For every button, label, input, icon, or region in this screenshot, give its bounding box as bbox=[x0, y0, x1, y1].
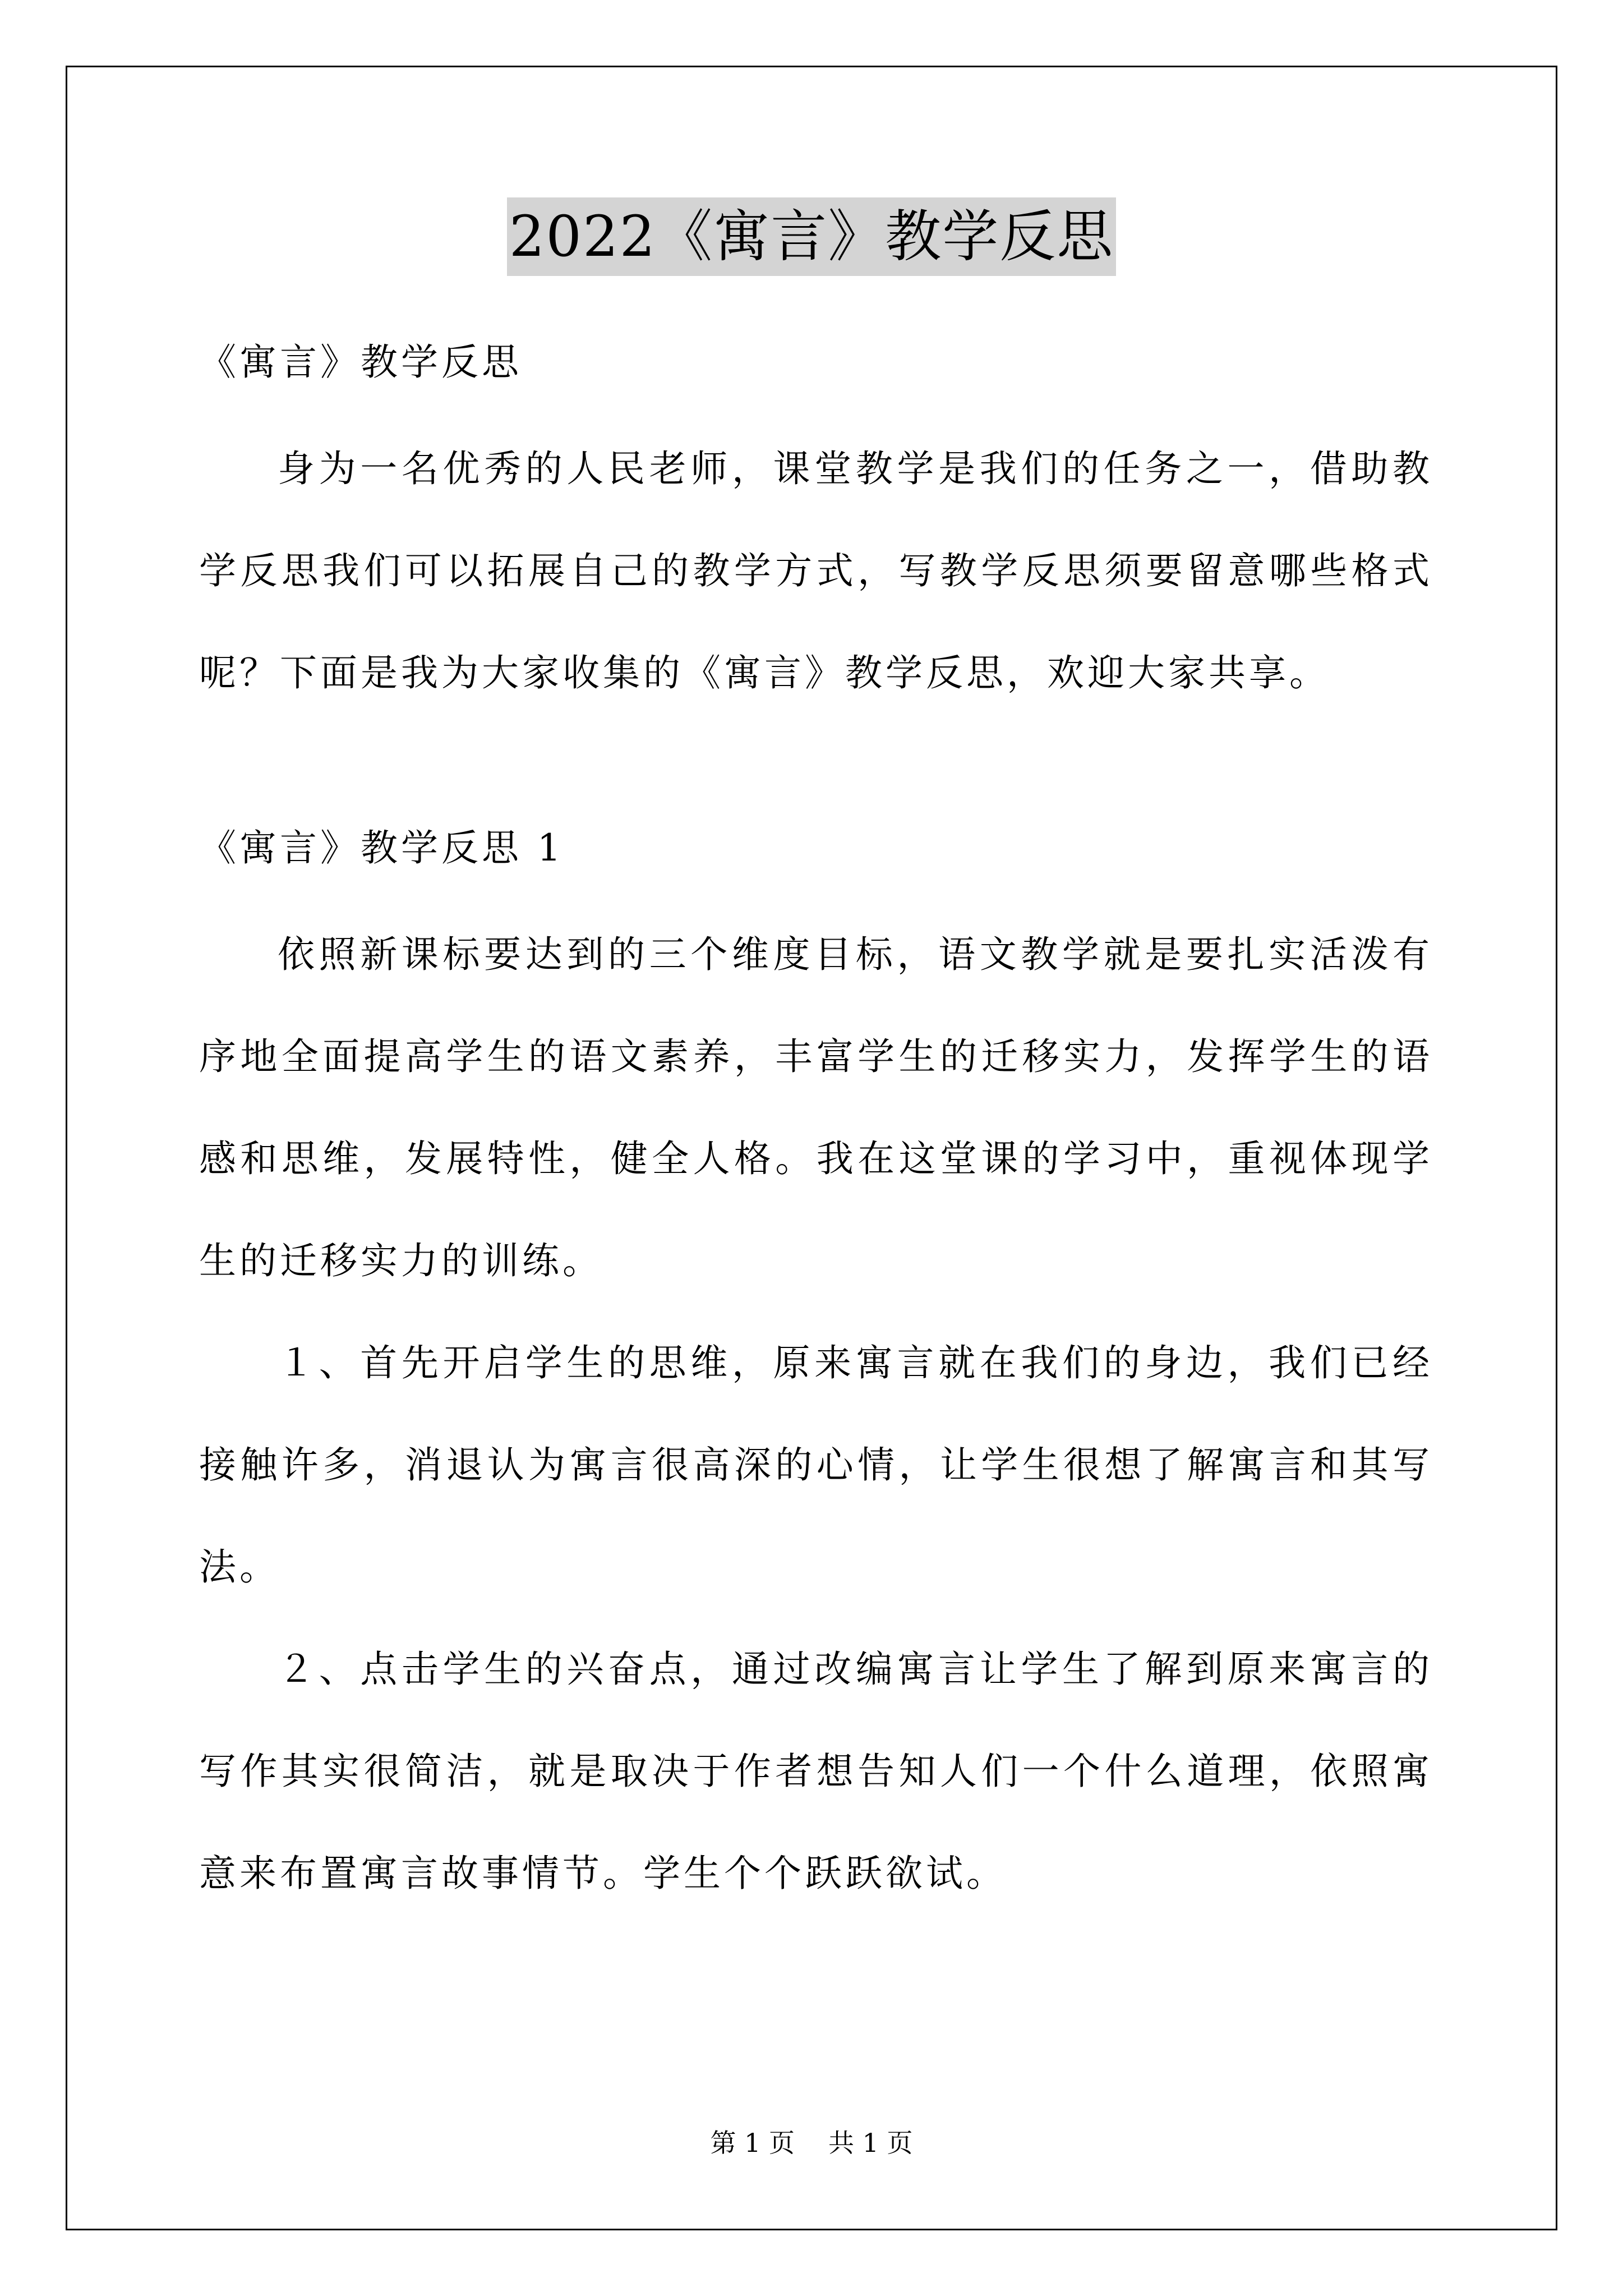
title-container bbox=[0, 197, 1623, 276]
document-body bbox=[199, 311, 1433, 1925]
page-total: 共 1 页 bbox=[828, 2128, 913, 2158]
page-number: 第 1 页 bbox=[710, 2128, 795, 2158]
document-title: 2022《寓言》教学反思 bbox=[507, 197, 1117, 276]
page-footer bbox=[0, 2126, 1623, 2160]
intro-paragraph: 身为一名优秀的人民老师，课堂教学是我们的任务之一，借助教学反思我们可以拓展自己的教学方式，写教学反思须要留意哪些格式呢？下面是我为大家收集的《寓言》教学反思，欢迎大家共享。 bbox=[199, 447, 1433, 694]
section-heading: 《寓言》教学反思 1 bbox=[199, 826, 564, 869]
body-paragraph-2: １、首先开启学生的思维，原来寓言就在我们的身边，我们已经接触许多，消退认为寓言很高深的心情，让学生很想了解寓言和其写法。 bbox=[199, 1341, 1433, 1589]
body-paragraph-1: 依照新课标要达到的三个维度目标，语文教学就是要扎实活泼有序地全面提高学生的语文素养，丰富学生的迁移实力，发挥学生的语感和思维，发展特性，健全人格。我在这堂课的学习中，重视体现学生的迁移实力的训练。 bbox=[199, 933, 1433, 1282]
body-paragraph-3: ２、点击学生的兴奋点，通过改编寓言让学生了解到原来寓言的写作其实很简洁，就是取决于作者想告知人们一个什么道理，依照寓意来布置寓言故事情节。学生个个跃跃欲试。 bbox=[199, 1648, 1433, 1895]
intro-heading: 《寓言》教学反思 bbox=[199, 341, 522, 384]
